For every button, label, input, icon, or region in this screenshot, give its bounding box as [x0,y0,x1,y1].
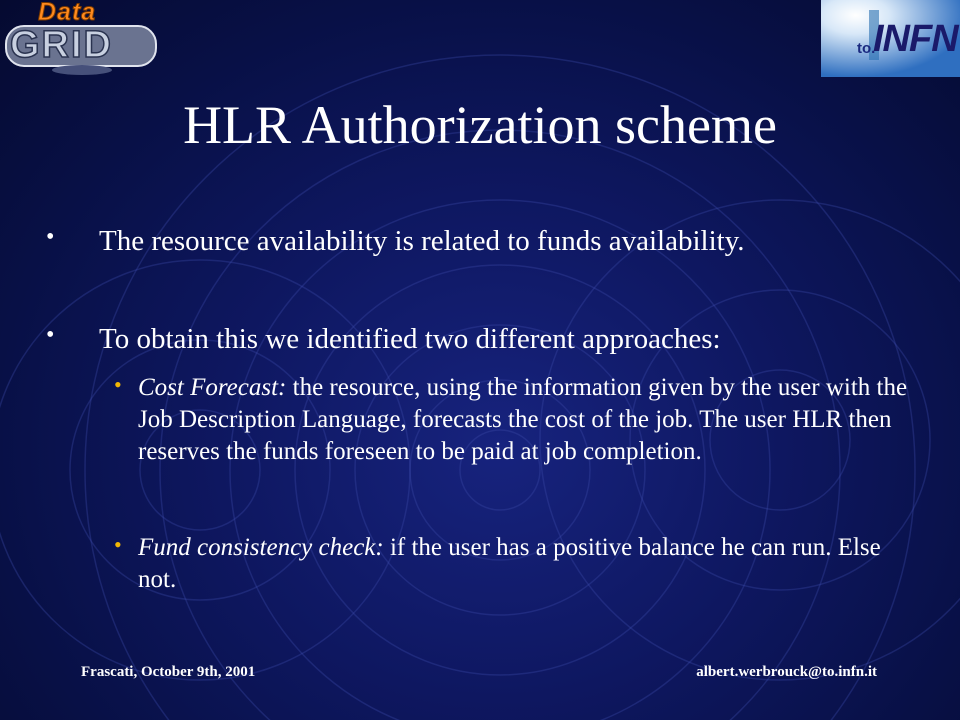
sub-bullet-item-1 [138,372,918,468]
infn-logo [821,0,960,77]
datagrid-logo-data-text: Data [38,0,97,26]
sub-bullet-label: Fund consistency check: [138,534,384,561]
bullet-marker: • [46,224,55,250]
datagrid-logo [2,0,162,78]
infn-logo-word: INFN [873,18,958,60]
footer-date: Frascati, October 9th, 2001 [81,664,256,680]
sub-bullet-label: Cost Forecast: [138,374,287,401]
bullet-marker: • [46,322,55,348]
sub-bullet-marker: • [114,372,122,397]
datagrid-logo-grid-text: GRID [10,24,113,66]
sub-bullet-text: if the user has a positive balance he can run. Else not. [138,534,881,593]
sub-bullet-item-2 [138,532,918,596]
bullet-item-2: To obtain this we identified two different approaches: [99,323,721,355]
infn-logo-prefix: to. [857,40,876,57]
footer-email: albert.werbrouck@to.infn.it [696,664,877,680]
bullet-item-1: The resource availability is related to funds availability. [99,225,745,257]
sub-bullet-marker: • [114,532,122,557]
slide-title: HLR Authorization scheme [183,95,777,155]
sub-bullet-text: the resource, using the information given by the user with the Job Description Language, forecasts the cost of the job. The user HLR then reserves the funds foreseen to be paid at job completion. [138,374,908,465]
